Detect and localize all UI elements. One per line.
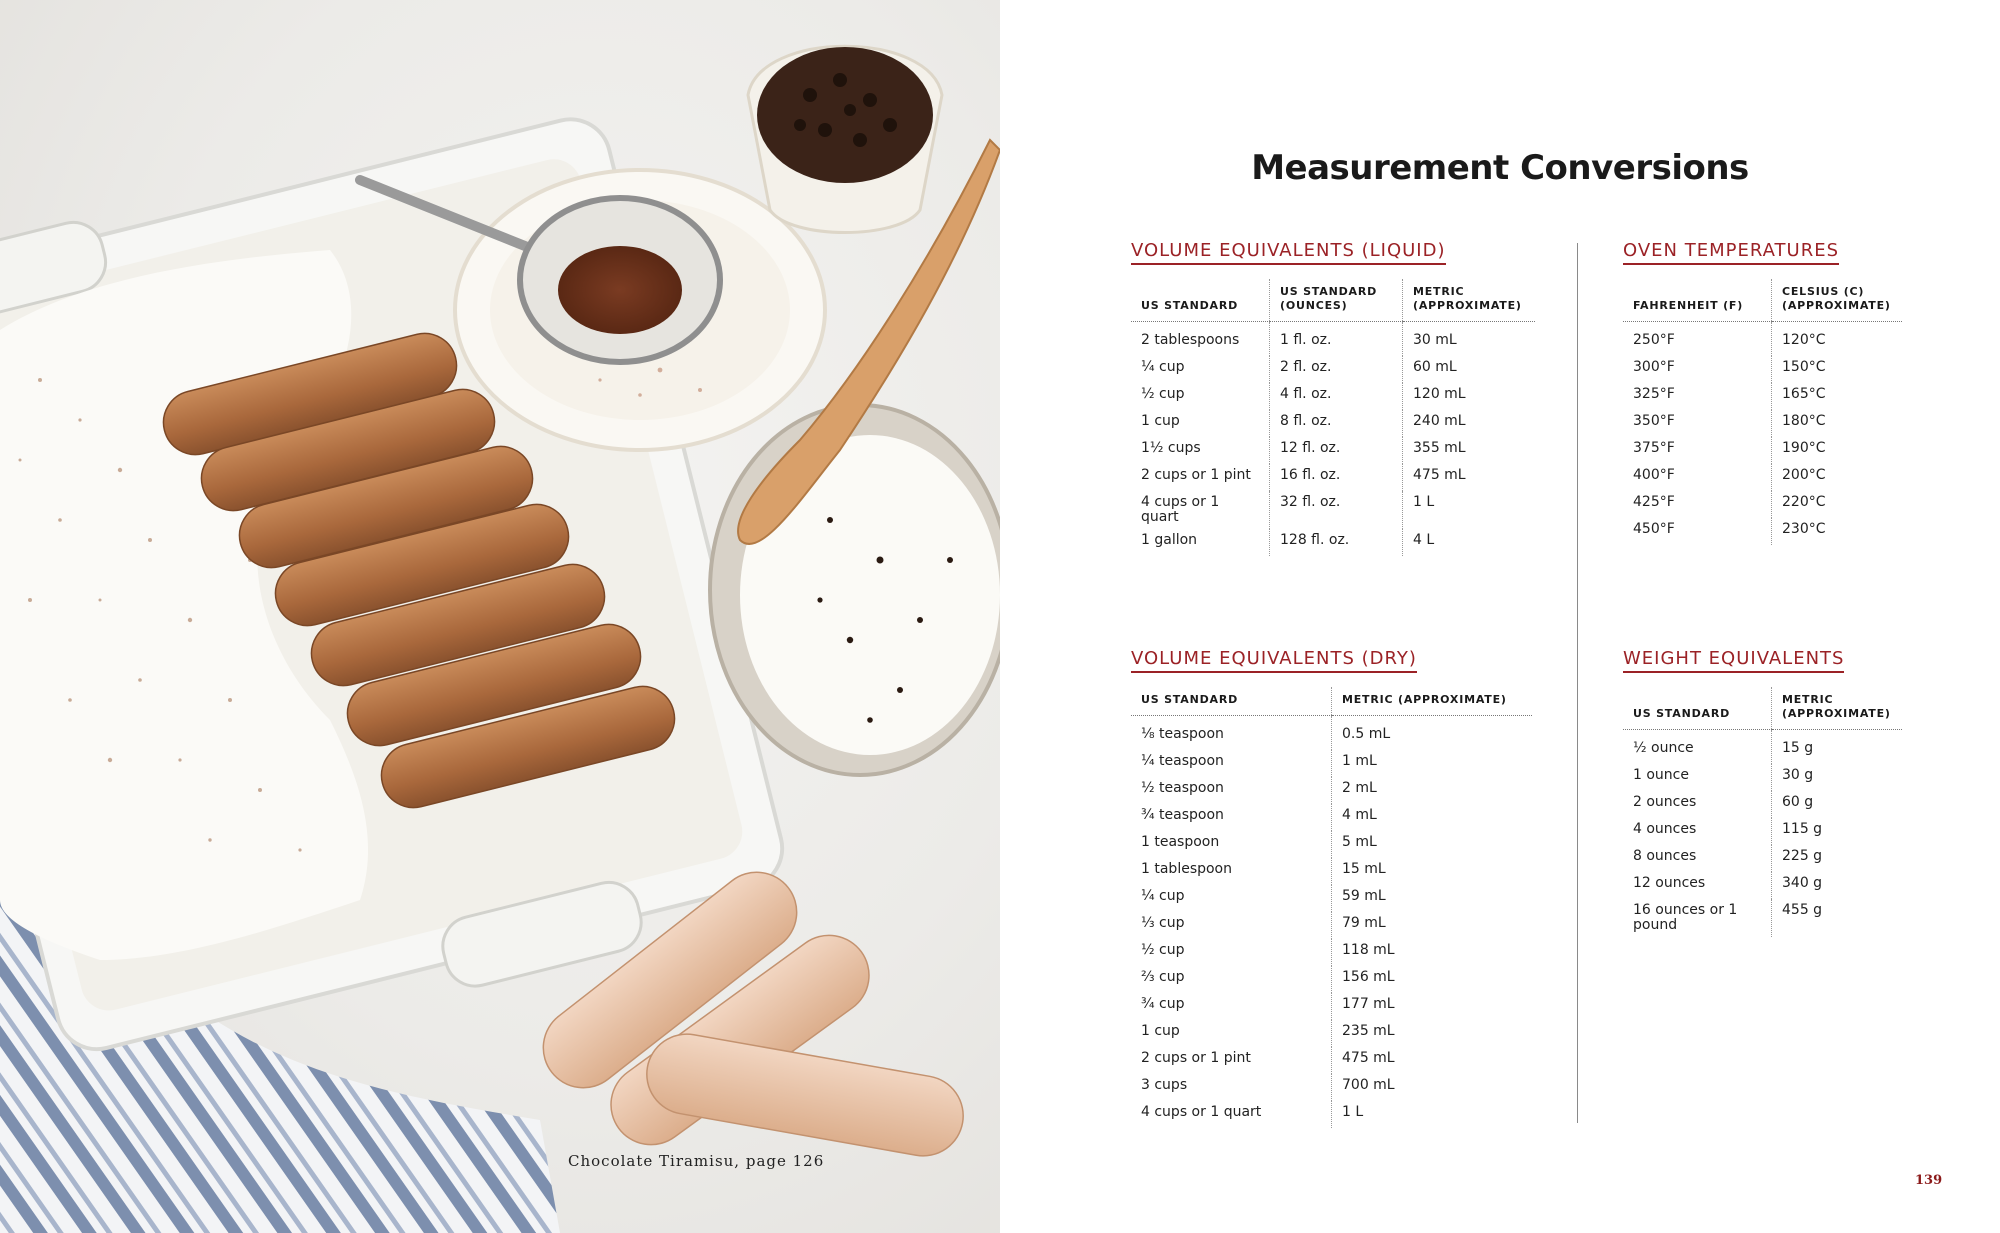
table-body [1131, 322, 1535, 557]
section-title-weight: WEIGHT EQUIVALENTS [1623, 648, 1844, 673]
table-row [1131, 750, 1532, 777]
table-row [1623, 464, 1902, 491]
table-cell: 16 ounces or 1 pound [1633, 902, 1738, 933]
table-row [1623, 410, 1902, 437]
table-cell: ⅔ cup [1141, 969, 1185, 985]
table-cell: 12 ounces [1633, 875, 1706, 891]
table-cell: ½ ounce [1633, 740, 1694, 756]
photo-caption: Chocolate Tiramisu, page 126 [568, 1152, 825, 1170]
table-row [1131, 1074, 1532, 1101]
table-cell: 450°F [1633, 521, 1675, 537]
section-title-volume-liquid: VOLUME EQUIVALENTS (LIQUID) [1131, 240, 1446, 265]
table-cell: ¾ teaspoon [1141, 807, 1224, 823]
table-cell: 2 mL [1332, 777, 1533, 804]
table-cell: 700 mL [1332, 1074, 1533, 1101]
table-cell: 2 fl. oz. [1270, 356, 1403, 383]
table-cell: 190°C [1772, 437, 1903, 464]
table-header-row [1131, 687, 1532, 716]
table-cell: 1 mL [1332, 750, 1533, 777]
table-row [1623, 899, 1902, 937]
table-row [1131, 1101, 1532, 1128]
table-cell: 4 L [1403, 529, 1536, 556]
table-cell: 2 tablespoons [1141, 332, 1240, 348]
table-row [1131, 356, 1535, 383]
table-cell: 5 mL [1332, 831, 1533, 858]
table-cell: 8 fl. oz. [1270, 410, 1403, 437]
table-cell: 150°C [1772, 356, 1903, 383]
table-cell: 120 mL [1403, 383, 1536, 410]
table-cell: 375°F [1633, 440, 1675, 456]
table-row [1623, 791, 1902, 818]
table-row [1623, 764, 1902, 791]
table-cell: 30 g [1772, 764, 1903, 791]
table-row [1131, 322, 1535, 357]
table-row [1131, 939, 1532, 966]
table-cell: 340 g [1772, 872, 1903, 899]
table-cell: 0.5 mL [1332, 716, 1533, 751]
table-row [1623, 322, 1902, 357]
page-title: Measurement Conversions [1251, 148, 1749, 188]
table-row [1131, 1020, 1532, 1047]
section-weight [1623, 648, 1902, 937]
table-cell: ½ cup [1141, 386, 1185, 402]
table-row [1131, 966, 1532, 993]
table-cell: 1 teaspoon [1141, 834, 1220, 850]
table-body [1623, 322, 1902, 546]
table-cell: 4 ounces [1633, 821, 1697, 837]
table-cell: 15 mL [1332, 858, 1533, 885]
chocolate-chip-bowl [748, 46, 942, 232]
table-cell: 156 mL [1332, 966, 1533, 993]
table-cell: 118 mL [1332, 939, 1533, 966]
table-cell: 1 tablespoon [1141, 861, 1232, 877]
table-cell: 3 cups [1141, 1077, 1188, 1093]
table-oven-temperatures [1623, 279, 1902, 545]
table-cell: 250°F [1633, 332, 1675, 348]
table-cell: 355 mL [1403, 437, 1536, 464]
table-cell: 30 mL [1403, 322, 1536, 357]
column-header: METRIC (APPROXIMATE) [1772, 687, 1903, 730]
table-cell: 475 mL [1403, 464, 1536, 491]
table-row [1131, 410, 1535, 437]
column-header: FAHRENHEIT (F) [1623, 279, 1772, 322]
column-header: METRIC (APPROXIMATE) [1403, 279, 1536, 322]
table-cell: 1 cup [1141, 413, 1180, 429]
table-cell: 1 cup [1141, 1023, 1180, 1039]
table-header-row [1623, 687, 1902, 730]
table-cell: 4 mL [1332, 804, 1533, 831]
table-cell: 4 cups or 1 quart [1141, 1104, 1262, 1120]
column-header: US STANDARD [1623, 687, 1772, 730]
table-cell: 1 L [1332, 1101, 1533, 1128]
table-row [1131, 1047, 1532, 1074]
table-row [1131, 464, 1535, 491]
conversion-page [1000, 0, 2000, 1233]
table-cell: 400°F [1633, 467, 1675, 483]
table-row [1131, 858, 1532, 885]
table-row [1623, 845, 1902, 872]
table-cell: 180°C [1772, 410, 1903, 437]
table-row [1131, 716, 1532, 751]
table-cell: 225 g [1772, 845, 1903, 872]
table-cell: 79 mL [1332, 912, 1533, 939]
table-row [1623, 356, 1902, 383]
table-row [1131, 885, 1532, 912]
table-cell: 128 fl. oz. [1270, 529, 1403, 556]
table-cell: 8 ounces [1633, 848, 1697, 864]
table-cell: 59 mL [1332, 885, 1533, 912]
table-row [1623, 818, 1902, 845]
table-row [1623, 872, 1902, 899]
table-cell: 60 mL [1403, 356, 1536, 383]
table-cell: ¼ cup [1141, 888, 1185, 904]
table-row [1131, 831, 1532, 858]
table-cell: 235 mL [1332, 1020, 1533, 1047]
table-cell: 325°F [1633, 386, 1675, 402]
table-cell: 2 cups or 1 pint [1141, 1050, 1251, 1066]
table-cell: 1½ cups [1141, 440, 1201, 456]
table-cell: 475 mL [1332, 1047, 1533, 1074]
section-oven-temperatures [1623, 240, 1902, 545]
table-cell: 2 cups or 1 pint [1141, 467, 1251, 483]
table-cell: ½ cup [1141, 942, 1185, 958]
table-cell: 120°C [1772, 322, 1903, 357]
column-header: US STANDARD [1131, 279, 1270, 322]
table-cell: 350°F [1633, 413, 1675, 429]
table-cell: 12 fl. oz. [1270, 437, 1403, 464]
table-weight [1623, 687, 1902, 937]
column-header: METRIC (APPROXIMATE) [1332, 687, 1533, 716]
table-volume-liquid [1131, 279, 1535, 556]
table-cell: 240 mL [1403, 410, 1536, 437]
table-row [1131, 993, 1532, 1020]
table-cell: 425°F [1633, 494, 1675, 510]
section-volume-liquid [1131, 240, 1535, 556]
table-row [1623, 437, 1902, 464]
table-cell: 15 g [1772, 730, 1903, 765]
table-row [1623, 730, 1902, 765]
column-header: US STANDARD [1131, 687, 1332, 716]
table-row [1623, 491, 1902, 518]
table-cell: 1 L [1403, 491, 1536, 529]
table-row [1131, 529, 1535, 556]
table-volume-dry [1131, 687, 1532, 1128]
table-cell: 4 fl. oz. [1270, 383, 1403, 410]
table-cell: 177 mL [1332, 993, 1533, 1020]
table-cell: ½ teaspoon [1141, 780, 1224, 796]
table-row [1131, 383, 1535, 410]
column-divider [1577, 243, 1578, 1123]
table-cell: 230°C [1772, 518, 1903, 545]
table-header-row [1131, 279, 1535, 322]
table-cell: 32 fl. oz. [1270, 491, 1403, 529]
table-cell: 300°F [1633, 359, 1675, 375]
table-row [1131, 804, 1532, 831]
table-row [1131, 777, 1532, 804]
table-cell: 60 g [1772, 791, 1903, 818]
column-header: CELSIUS (C) (APPROXIMATE) [1772, 279, 1903, 322]
table-cell: 165°C [1772, 383, 1903, 410]
table-cell: ¼ cup [1141, 359, 1185, 375]
table-cell: ¼ teaspoon [1141, 753, 1224, 769]
table-cell: 455 g [1772, 899, 1903, 937]
table-cell: 4 cups or 1 quart [1141, 494, 1220, 525]
table-row [1623, 518, 1902, 545]
table-row [1131, 912, 1532, 939]
table-body [1623, 730, 1902, 938]
table-cell: 220°C [1772, 491, 1903, 518]
table-cell: ⅓ cup [1141, 915, 1185, 931]
table-cell: 1 ounce [1633, 767, 1689, 783]
table-cell: ¾ cup [1141, 996, 1185, 1012]
table-cell: 2 ounces [1633, 794, 1697, 810]
table-header-row [1623, 279, 1902, 322]
table-row [1623, 383, 1902, 410]
table-row [1131, 491, 1535, 529]
section-title-volume-dry: VOLUME EQUIVALENTS (DRY) [1131, 648, 1417, 673]
table-cell: 115 g [1772, 818, 1903, 845]
table-row [1131, 437, 1535, 464]
table-cell: 1 gallon [1141, 532, 1198, 548]
section-title-oven-temperatures: OVEN TEMPERATURES [1623, 240, 1839, 265]
table-cell: 16 fl. oz. [1270, 464, 1403, 491]
table-cell: ⅛ teaspoon [1141, 726, 1224, 742]
table-body [1131, 716, 1532, 1129]
table-cell: 1 fl. oz. [1270, 322, 1403, 357]
section-volume-dry [1131, 648, 1532, 1128]
table-cell: 200°C [1772, 464, 1903, 491]
page-number: 139 [1915, 1173, 1943, 1188]
column-header: US STANDARD (OUNCES) [1270, 279, 1403, 322]
